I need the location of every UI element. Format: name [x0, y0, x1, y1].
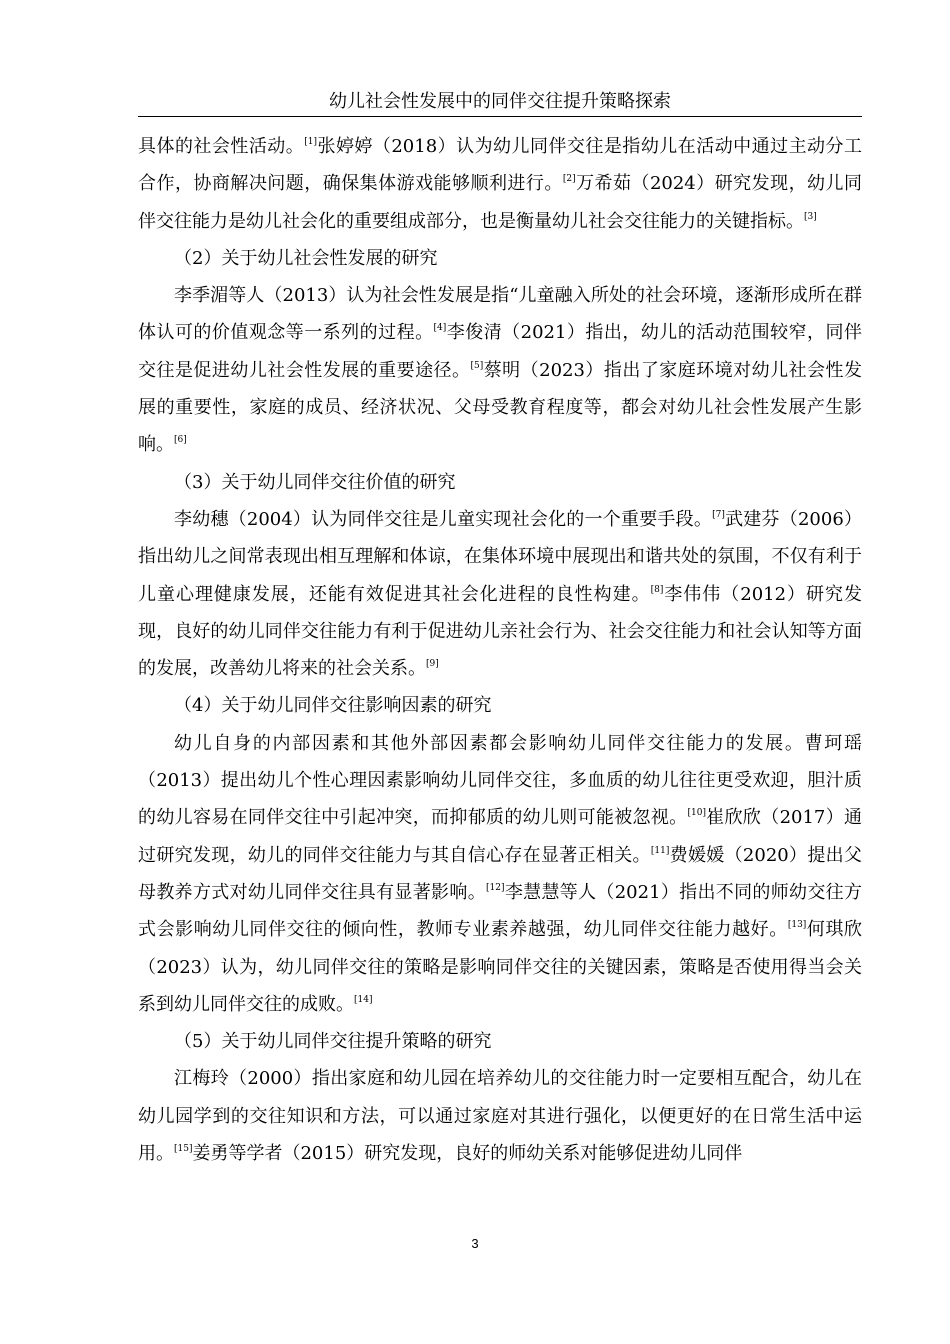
citation-marker: [5]: [470, 360, 484, 371]
citation-marker: [1]: [304, 137, 317, 147]
paragraph-text: 张婷婷（2018）认为幼儿同伴交往是指幼儿在活动中通过主动分工合作，协商解决问题，确保集体游戏能够顺利进行。: [138, 136, 863, 195]
citation-marker: [14]: [354, 994, 373, 1005]
running-header: 幼儿社会性发展中的同伴交往提升策略探索: [329, 91, 671, 112]
paragraph-text: （5）关于幼儿同伴交往提升策略的研究: [174, 1031, 492, 1053]
body-text: [138, 128, 862, 1172]
citation-marker: [15]: [174, 1144, 193, 1155]
paragraph-text: 李幼穗（2004）认为同伴交往是儿童实现社会化的一个重要手段。: [174, 508, 713, 530]
paragraph-text: （2）关于幼儿社会性发展的研究: [174, 247, 438, 269]
paragraph: [138, 1060, 862, 1172]
paragraph-text: 李慧慧等人（2021）指出不同的师幼交往方式会影响幼儿同伴交往的倾向性，教师专业素养越强，幼儿同伴交往能力越好。: [138, 881, 863, 941]
paragraph: [138, 725, 862, 1023]
citation-marker: [4]: [433, 323, 447, 334]
paragraph-text: 姜勇等学者（2015）研究发现，良好的师幼关系对能够促进幼儿同伴: [192, 1143, 743, 1165]
paragraph-text: 李伟伟（2012）研究发现，良好的幼儿同伴交往能力有利于促进幼儿亲社会行为、社会交往能力和社会认知等方面的发展，改善幼儿将来的社会关系。: [138, 583, 862, 680]
citation-marker: [7]: [712, 509, 725, 520]
citation-marker: [12]: [486, 882, 505, 893]
paragraph-text: 李季湄等人（2013）认为社会性发展是指“儿童融入所处的社会环境，逐渐形成所在群体认可的价值观念等一系列的过程。: [138, 285, 862, 344]
paragraph: [138, 1023, 862, 1060]
paragraph: [138, 277, 862, 463]
paragraph-text: 武建芬（2006）指出幼儿之间常表现出相互理解和体谅，在集体环境中展现出和谐共处的氛围，不仅有利于儿童心理健康发展，还能有效促进其社会化进程的良性构建。: [138, 508, 862, 605]
paragraph-text: 费媛媛（2020）提出父母教养方式对幼儿同伴交往具有显著影响。: [138, 844, 862, 903]
citation-marker: [13]: [787, 920, 807, 931]
paragraph: [138, 240, 862, 277]
page-number: 3: [471, 1236, 479, 1251]
citation-marker: [6]: [174, 435, 187, 446]
paragraph: [138, 501, 862, 687]
citation-marker: [8]: [650, 584, 664, 595]
paragraph-text: 具体的社会性活动。: [138, 136, 305, 157]
paragraph-text: （3）关于幼儿同伴交往价值的研究: [174, 471, 456, 493]
paragraph-text: 江梅玲（2000）指出家庭和幼儿园在培养幼儿的交往能力时一定要相互配合，幼儿在幼儿园学到的交往知识和方法，可以通过家庭对其进行强化，以便更好的在日常生活中运用。: [138, 1068, 862, 1165]
header-divider: [138, 116, 862, 117]
paragraph-text: 万希茹（2024）研究发现，幼儿同伴交往能力是幼儿社会化的重要组成部分，也是衡量幼儿社会交往能力的关键指标。: [138, 173, 862, 232]
paragraph: [138, 464, 862, 501]
paragraph-text: 蔡明（2023）指出了家庭环境对幼儿社会性发展的重要性，家庭的成员、经济状况、父母受教育程度等，都会对幼儿社会性发展产生影响。: [138, 359, 862, 456]
paragraph: [138, 128, 862, 240]
paragraph-text: 幼儿自身的内部因素和其他外部因素都会影响幼儿同伴交往能力的发展。曹珂瑶（2013）提出幼儿个性心理因素影响幼儿同伴交往，多血质的幼儿往往更受欢迎，胆汁质的幼儿容易在同伴交往中引起冲突，而抑郁质的幼儿则可能被忽视。: [138, 732, 862, 829]
citation-marker: [3]: [804, 211, 817, 222]
citation-marker: [11]: [650, 845, 670, 856]
paragraph-text: 崔欣欣（2017）通过研究发现，幼儿的同伴交往能力与其自信心存在显著正相关。: [138, 807, 863, 866]
paragraph: [138, 687, 862, 724]
paragraph-text: （4）关于幼儿同伴交往影响因素的研究: [174, 695, 492, 717]
citation-marker: [2]: [562, 174, 576, 185]
paragraph-text: 何琪欣（2023）认为，幼儿同伴交往的策略是影响同伴交往的关键因素，策略是否使用得当会关系到幼儿同伴交往的成败。: [138, 919, 863, 1015]
citation-marker: [9]: [426, 659, 439, 670]
paragraph-text: 李俊清（2021）指出，幼儿的活动范围较窄，同伴交往是促进幼儿社会性发展的重要途径。: [138, 322, 863, 381]
citation-marker: [10]: [687, 808, 706, 819]
